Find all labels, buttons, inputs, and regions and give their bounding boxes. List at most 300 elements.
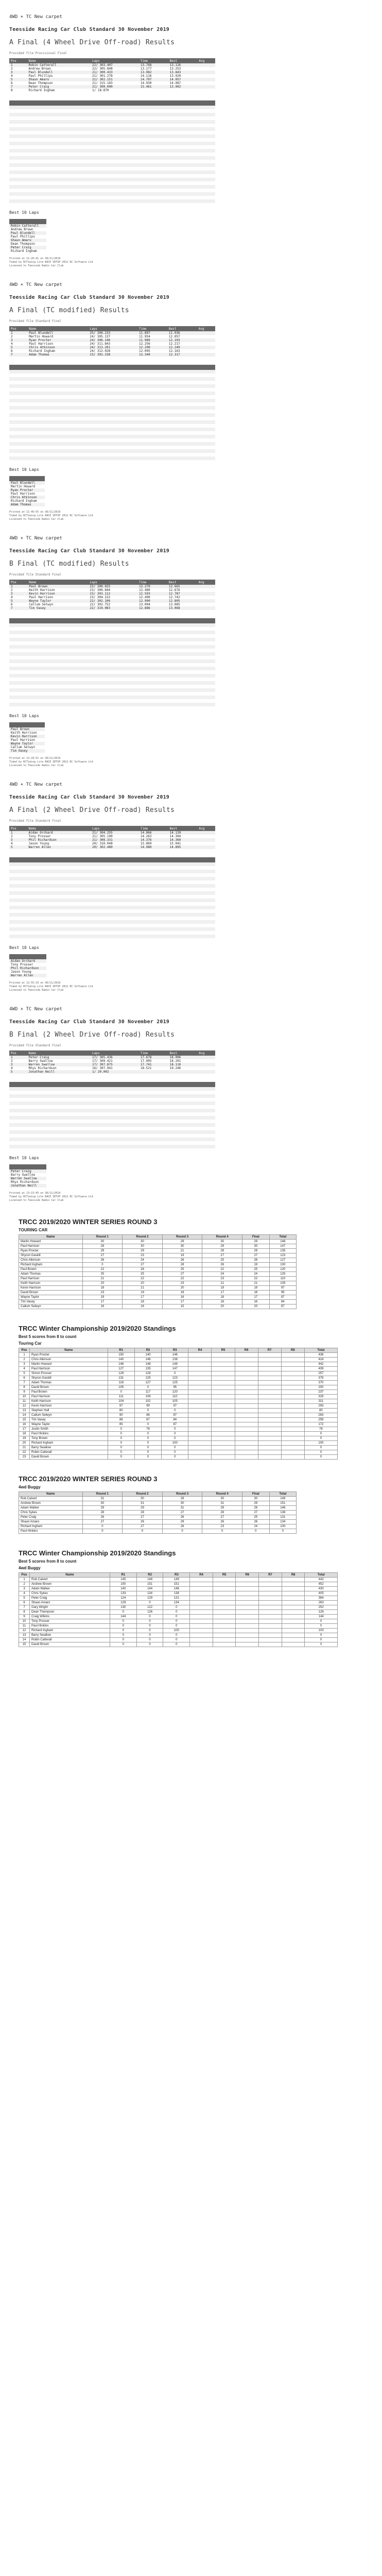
lap-cell bbox=[112, 692, 133, 696]
lap-cell bbox=[50, 667, 71, 670]
lap-cell bbox=[92, 880, 112, 884]
table-cell: 30 bbox=[242, 1244, 270, 1249]
lap-cell bbox=[112, 920, 133, 924]
table-cell: 30 bbox=[82, 1501, 123, 1506]
lap-cell bbox=[30, 703, 50, 706]
table-cell: 22/ 303.407 bbox=[91, 63, 139, 67]
lap-cell bbox=[112, 1127, 133, 1130]
table-cell: 26 bbox=[202, 1520, 242, 1524]
lap-cell bbox=[153, 106, 174, 109]
lap-cell bbox=[9, 667, 30, 670]
table-cell bbox=[212, 1404, 235, 1409]
table-cell: 329 bbox=[304, 1395, 337, 1399]
lap-cell bbox=[71, 674, 92, 677]
lap-cell bbox=[50, 873, 71, 877]
lap-cell bbox=[195, 1109, 215, 1112]
lap-cell bbox=[153, 1098, 174, 1101]
table-cell: 30 bbox=[123, 1244, 163, 1249]
lap-cell bbox=[153, 1116, 174, 1120]
table-cell: 27 bbox=[82, 1253, 123, 1258]
table-cell: 110 bbox=[162, 1395, 188, 1399]
lap-cell bbox=[71, 1094, 92, 1098]
lap-cell bbox=[195, 670, 215, 674]
table-row bbox=[19, 1601, 338, 1605]
lap-cell bbox=[30, 1130, 50, 1134]
table-cell: Wayne Taylor bbox=[19, 1295, 83, 1300]
table-cell bbox=[212, 1399, 235, 1404]
table-cell: 21/ 308.331 bbox=[91, 838, 139, 842]
lap-cell bbox=[195, 667, 215, 670]
championship-title: TRCC Winter Championship 2019/2020 Standings bbox=[19, 1549, 176, 1557]
lap-row bbox=[9, 1101, 215, 1105]
lap-cell bbox=[71, 873, 92, 877]
lap-cell bbox=[92, 424, 112, 428]
table-cell: 2 bbox=[11, 1059, 13, 1063]
table-cell: 123 bbox=[269, 1253, 296, 1258]
lap-cell bbox=[174, 884, 195, 888]
lap-cell bbox=[153, 656, 174, 659]
lap-cell bbox=[92, 895, 112, 899]
lap-cell bbox=[112, 924, 133, 927]
table-cell bbox=[235, 1436, 258, 1441]
table-cell: 0 bbox=[163, 1642, 190, 1647]
lap-cell bbox=[92, 106, 112, 109]
lap-cell bbox=[174, 674, 195, 677]
lap-cell bbox=[71, 185, 92, 189]
results-header-row bbox=[9, 326, 215, 331]
lap-column-header bbox=[9, 365, 30, 370]
table-cell bbox=[235, 1404, 258, 1409]
championship-column-header: R3 bbox=[163, 1573, 190, 1578]
lap-cell bbox=[153, 163, 174, 167]
lap-cell bbox=[9, 134, 30, 138]
lap-column-header bbox=[92, 365, 112, 370]
table-cell: 22 bbox=[202, 1267, 242, 1272]
lap-cell bbox=[50, 120, 71, 124]
lap-cell bbox=[195, 884, 215, 888]
table-cell bbox=[188, 1409, 212, 1413]
table-cell: 0 bbox=[134, 1422, 161, 1427]
lap-cell bbox=[92, 866, 112, 870]
best-column-header bbox=[9, 954, 40, 959]
lap-cell bbox=[195, 931, 215, 935]
lap-cell bbox=[71, 134, 92, 138]
table-cell bbox=[139, 1070, 168, 1074]
table-cell: 111 bbox=[108, 1395, 134, 1399]
table-cell: 127 bbox=[134, 1381, 161, 1385]
lap-cell bbox=[9, 410, 30, 413]
table-cell bbox=[236, 1629, 259, 1633]
lap-row bbox=[9, 138, 215, 142]
lap-cell bbox=[133, 388, 153, 392]
lap-cell bbox=[153, 156, 174, 160]
lap-cell bbox=[153, 431, 174, 435]
table-cell bbox=[188, 1427, 212, 1432]
lap-cell bbox=[112, 178, 133, 181]
lap-cell bbox=[50, 406, 71, 410]
lap-cell bbox=[153, 652, 174, 656]
results-column-header: Avg bbox=[197, 826, 215, 831]
table-cell: 87 bbox=[269, 1304, 296, 1309]
table-row bbox=[19, 1638, 338, 1642]
lap-cell bbox=[71, 659, 92, 663]
lap-cell bbox=[50, 124, 71, 127]
lap-cell bbox=[30, 106, 50, 109]
lap-cell bbox=[112, 410, 133, 413]
table-cell: 1 bbox=[9, 831, 27, 835]
table-cell bbox=[188, 1455, 212, 1460]
lap-cell bbox=[50, 906, 71, 909]
table-cell: 90 bbox=[108, 1413, 134, 1418]
lap-cell bbox=[174, 410, 195, 413]
lap-cell bbox=[112, 909, 133, 913]
table-cell: 18.521 bbox=[140, 1066, 152, 1070]
lap-cell bbox=[112, 113, 133, 116]
table-cell: 0 bbox=[304, 1446, 337, 1450]
results-header-row bbox=[9, 1050, 215, 1056]
table-cell: 259 bbox=[304, 1418, 337, 1422]
lap-cell bbox=[30, 645, 50, 649]
lap-cell bbox=[92, 1112, 112, 1116]
table-cell: 16 bbox=[242, 1300, 270, 1304]
lap-cell bbox=[30, 388, 50, 392]
lap-cell bbox=[112, 171, 133, 174]
lap-cell bbox=[30, 906, 50, 909]
table-cell: Shaun Amaro bbox=[19, 1520, 83, 1524]
lap-column-header bbox=[195, 1082, 215, 1087]
table-cell bbox=[213, 1633, 236, 1638]
best-row bbox=[9, 727, 45, 731]
lap-cell bbox=[92, 417, 112, 420]
lap-cell bbox=[9, 623, 30, 627]
lap-cell bbox=[9, 1134, 30, 1138]
lap-cell bbox=[133, 392, 153, 395]
table-cell bbox=[259, 1578, 282, 1582]
lap-cell bbox=[195, 134, 215, 138]
table-cell bbox=[188, 1367, 212, 1371]
championship-title: TRCC 2019/2020 WINTER SERIES ROUND 3 bbox=[19, 1475, 158, 1483]
table-cell bbox=[236, 1624, 259, 1629]
lap-cell bbox=[153, 703, 174, 706]
lap-cell bbox=[50, 659, 71, 663]
lap-cell bbox=[174, 685, 195, 688]
lap-cell bbox=[112, 634, 133, 638]
table-cell: Barry Swallow bbox=[30, 1446, 108, 1450]
table-cell bbox=[258, 1455, 281, 1460]
table-cell: Richard Ingham bbox=[19, 1263, 83, 1267]
lap-cell bbox=[30, 417, 50, 420]
table-cell: 0 bbox=[305, 1642, 338, 1647]
table-cell bbox=[212, 1385, 235, 1390]
table-cell: 12.103 bbox=[167, 338, 197, 342]
lap-cell bbox=[30, 438, 50, 442]
table-cell bbox=[213, 1591, 236, 1596]
table-cell: 23/ 304.222 bbox=[90, 596, 111, 599]
lap-cell bbox=[174, 692, 195, 696]
table-row bbox=[9, 1070, 215, 1074]
lap-cell bbox=[174, 873, 195, 877]
table-row bbox=[19, 1399, 338, 1404]
table-cell: 150 bbox=[108, 1353, 134, 1358]
table-cell: 146 bbox=[162, 1353, 188, 1358]
lap-cell bbox=[133, 634, 153, 638]
lap-cell bbox=[112, 446, 133, 449]
table-cell: 1 bbox=[9, 585, 27, 588]
footer-line: Licensed to Teesside Radio Car Club bbox=[9, 989, 64, 992]
lap-cell bbox=[92, 453, 112, 456]
lap-cell bbox=[153, 924, 174, 927]
best-header-row bbox=[9, 722, 45, 727]
lap-cell bbox=[50, 152, 71, 156]
lap-cell bbox=[30, 688, 50, 692]
lap-cell bbox=[153, 377, 174, 381]
lap-cell bbox=[30, 627, 50, 631]
lap-cell bbox=[92, 870, 112, 873]
lap-cell bbox=[195, 913, 215, 917]
lap-cell bbox=[133, 699, 153, 703]
lap-cell bbox=[112, 866, 133, 870]
lap-cell bbox=[71, 178, 92, 181]
lap-cell bbox=[153, 677, 174, 681]
best-name-cell: Dean Thompson bbox=[11, 242, 35, 246]
lap-cell bbox=[50, 420, 71, 424]
table-cell bbox=[197, 89, 215, 92]
lap-column-header bbox=[195, 365, 215, 370]
table-cell: 0 bbox=[134, 1450, 161, 1455]
lap-cell bbox=[174, 145, 195, 149]
lap-cell bbox=[195, 627, 215, 631]
lap-cell bbox=[195, 417, 215, 420]
lap-cell bbox=[133, 909, 153, 913]
lap-cell bbox=[50, 1105, 71, 1109]
table-cell bbox=[213, 1638, 236, 1642]
table-cell: 99 bbox=[134, 1404, 161, 1409]
table-cell bbox=[212, 1413, 235, 1418]
table-cell bbox=[197, 1056, 215, 1059]
lap-cell bbox=[133, 406, 153, 410]
table-cell: 16 bbox=[202, 1300, 242, 1304]
lap-cell bbox=[112, 134, 133, 138]
lap-cell bbox=[153, 174, 174, 178]
table-cell: Aidan Orchard bbox=[27, 831, 91, 835]
lap-cell bbox=[92, 145, 112, 149]
lap-cell bbox=[195, 1105, 215, 1109]
lap-cell bbox=[9, 127, 30, 131]
table-cell: 0 bbox=[82, 1263, 123, 1267]
lap-cell bbox=[153, 906, 174, 909]
lap-cell bbox=[30, 1134, 50, 1138]
table-cell bbox=[197, 838, 215, 842]
table-cell bbox=[235, 1390, 258, 1395]
lap-cell bbox=[30, 656, 50, 659]
best-cell bbox=[43, 970, 46, 974]
table-cell: 5 bbox=[9, 845, 27, 849]
lap-cell bbox=[50, 199, 71, 203]
lap-cell bbox=[195, 131, 215, 134]
championship-subtitle: Best 5 scores from 8 to count bbox=[19, 1559, 77, 1564]
lap-cell bbox=[50, 656, 71, 659]
best-row bbox=[9, 235, 46, 239]
lap-cell bbox=[153, 649, 174, 652]
table-cell bbox=[235, 1395, 258, 1399]
table-cell: 18 bbox=[82, 1286, 123, 1291]
lap-cell bbox=[30, 909, 50, 913]
table-cell: 5 bbox=[19, 1371, 30, 1376]
lap-row bbox=[9, 377, 215, 381]
lap-cell bbox=[174, 913, 195, 917]
table-cell: 12.490 bbox=[139, 596, 150, 599]
lap-cell bbox=[153, 1105, 174, 1109]
lap-cell bbox=[174, 1087, 195, 1091]
table-cell: 134 bbox=[269, 1520, 296, 1524]
lap-cell bbox=[195, 196, 215, 199]
lap-cell bbox=[174, 935, 195, 938]
lap-cell bbox=[92, 167, 112, 171]
lap-cell bbox=[153, 446, 174, 449]
table-cell: 25/ 300.233 bbox=[88, 331, 137, 335]
table-cell: 14.980 bbox=[139, 845, 168, 849]
table-row bbox=[19, 1610, 338, 1615]
table-cell bbox=[235, 1353, 258, 1358]
table-cell: 8 bbox=[11, 89, 13, 92]
championship-column-header: R4 bbox=[190, 1573, 213, 1578]
lap-cell bbox=[112, 116, 133, 120]
lap-cell bbox=[133, 178, 153, 181]
best-cell bbox=[43, 228, 46, 231]
table-cell: 8 bbox=[19, 1385, 30, 1390]
lap-cell bbox=[9, 106, 30, 109]
championship-column-header: R7 bbox=[259, 1573, 282, 1578]
table-cell: 24 bbox=[123, 1258, 163, 1263]
lap-row bbox=[9, 410, 215, 413]
lap-cell bbox=[112, 1130, 133, 1134]
table-cell bbox=[188, 1399, 212, 1404]
table-cell: 18.201 bbox=[169, 1059, 181, 1063]
table-cell: 26 bbox=[242, 1258, 270, 1263]
lap-cell bbox=[9, 862, 30, 866]
table-cell: 0 bbox=[110, 1633, 136, 1638]
best-name-cell: Tim Vasey bbox=[9, 749, 39, 753]
table-row bbox=[19, 1633, 338, 1638]
table-cell: 4 bbox=[19, 1591, 30, 1596]
lap-cell bbox=[112, 880, 133, 884]
table-cell: David Brown bbox=[30, 1455, 108, 1460]
lap-row bbox=[9, 134, 215, 138]
table-row bbox=[9, 835, 215, 838]
table-cell: 138 bbox=[162, 1358, 188, 1362]
lap-cell bbox=[71, 410, 92, 413]
table-cell: 151 bbox=[163, 1582, 190, 1587]
lap-cell bbox=[30, 667, 50, 670]
best-row bbox=[9, 242, 46, 246]
table-cell: 130 bbox=[110, 1605, 136, 1610]
table-row bbox=[19, 1362, 338, 1367]
lap-cell bbox=[153, 160, 174, 163]
lap-cell bbox=[30, 406, 50, 410]
table-cell bbox=[281, 1432, 304, 1436]
table-cell bbox=[197, 831, 215, 835]
lap-cell bbox=[133, 663, 153, 667]
table-cell: 131 bbox=[108, 1376, 134, 1381]
table-cell: 14.116 bbox=[140, 74, 152, 78]
lap-cell bbox=[174, 131, 195, 134]
section-subtitle: A Final (TC modified) Results bbox=[9, 307, 129, 314]
table-cell bbox=[197, 67, 215, 71]
lap-cell bbox=[9, 431, 30, 435]
lap-cell bbox=[112, 1123, 133, 1127]
lap-row bbox=[9, 181, 215, 185]
best-row bbox=[9, 228, 46, 231]
lap-cell bbox=[92, 399, 112, 402]
table-cell: 25 bbox=[242, 1515, 270, 1520]
table-row bbox=[9, 85, 215, 89]
lap-row bbox=[9, 627, 215, 631]
lap-cell bbox=[71, 449, 92, 453]
lap-cell bbox=[133, 931, 153, 935]
lap-cell bbox=[153, 124, 174, 127]
lap-column-header bbox=[153, 365, 174, 370]
lap-cell bbox=[92, 902, 112, 906]
lap-cell bbox=[50, 623, 71, 627]
lap-cell bbox=[195, 127, 215, 131]
results-section bbox=[0, 14, 382, 268]
table-cell bbox=[188, 1371, 212, 1376]
table-cell: 0 bbox=[162, 1450, 188, 1455]
table-cell bbox=[282, 1633, 305, 1638]
table-cell: 12.217 bbox=[168, 342, 180, 346]
lap-cell bbox=[30, 377, 50, 381]
table-cell: 24/ 305.137 bbox=[90, 335, 111, 338]
lap-cell bbox=[50, 927, 71, 931]
lap-cell bbox=[9, 374, 30, 377]
lap-cell bbox=[153, 449, 174, 453]
best-laps-table bbox=[9, 954, 46, 977]
lap-row bbox=[9, 685, 215, 688]
table-cell: 29 bbox=[162, 1240, 202, 1244]
table-row bbox=[19, 1376, 338, 1381]
table-cell bbox=[188, 1446, 212, 1450]
lap-cell bbox=[174, 399, 195, 402]
championship-column-header: Final bbox=[242, 1235, 270, 1240]
lap-cell bbox=[195, 384, 215, 388]
lap-cell bbox=[174, 920, 195, 924]
table-cell: 3 bbox=[9, 1063, 27, 1066]
table-cell: 135 bbox=[134, 1367, 161, 1371]
lap-cell bbox=[153, 185, 174, 189]
table-cell: 23 bbox=[19, 1455, 30, 1460]
lap-row bbox=[9, 420, 215, 424]
table-cell: 14.376 bbox=[139, 838, 168, 842]
table-row bbox=[19, 1244, 297, 1249]
table-cell: 126 bbox=[136, 1610, 163, 1615]
lap-cell bbox=[195, 438, 215, 442]
lap-column-header bbox=[133, 100, 153, 106]
lap-cell bbox=[195, 649, 215, 652]
section-footer bbox=[9, 981, 373, 992]
lap-cell bbox=[9, 116, 30, 120]
best-name-cell: Tony Prosser bbox=[11, 963, 33, 967]
lap-column-header bbox=[71, 618, 92, 623]
section-subtitle: A Final (4 Wheel Drive Off-road) Results bbox=[9, 39, 175, 46]
lap-cell bbox=[30, 623, 50, 627]
lap-cell bbox=[30, 677, 50, 681]
lap-cell bbox=[71, 120, 92, 124]
lap-cell bbox=[174, 163, 195, 167]
lap-cell bbox=[9, 670, 30, 674]
table-row bbox=[19, 1422, 338, 1427]
lap-cell bbox=[9, 1145, 30, 1148]
lap-cell bbox=[174, 667, 195, 670]
